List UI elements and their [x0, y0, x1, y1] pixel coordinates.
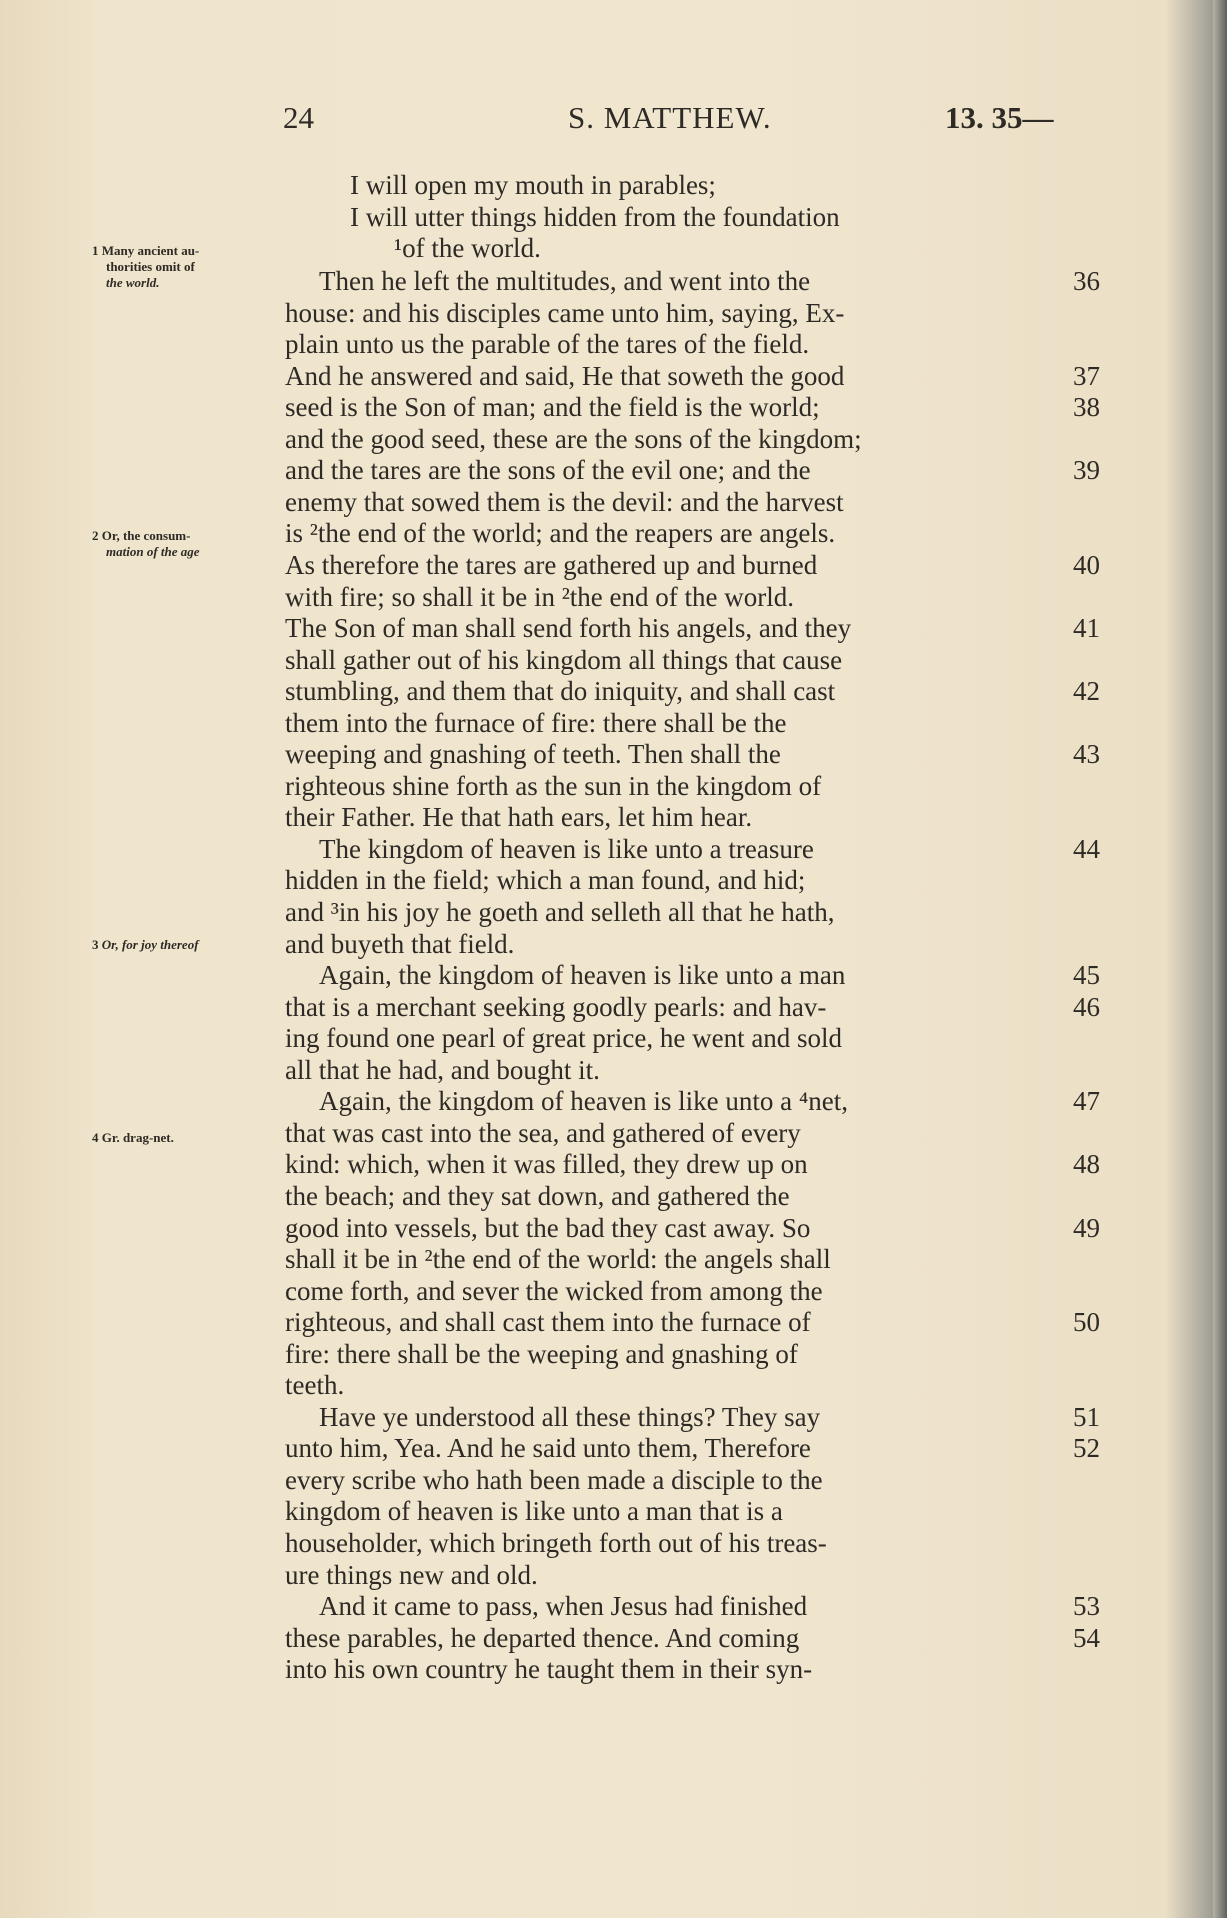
line-text: come forth, and sever the wicked from among the	[285, 1275, 823, 1306]
chapter-verse-reference: 13. 35—	[945, 100, 1054, 135]
line-text: is ²the end of the world; and the reapers are angels.	[285, 518, 836, 549]
line-text: and ³in his joy he goeth and selleth all that he hath,	[285, 897, 835, 927]
line-text: kingdom of heaven is like unto a man that is a	[285, 1496, 783, 1527]
line-text: weeping and gnashing of teeth. Then shall the	[285, 739, 781, 770]
line-text: Have ye understood all these things? They say	[319, 1401, 821, 1432]
note-text: Or, for joy thereof	[101, 937, 199, 952]
book-title: S. MATTHEW.	[568, 100, 772, 135]
note-number: 1	[92, 243, 99, 258]
line-text: that is a merchant seeking goodly pearls: and hav-	[285, 991, 827, 1022]
note-text: the world.	[106, 275, 160, 290]
line-text: seed is the Son of man; and the field is the world;	[285, 392, 820, 423]
note-text: Many ancient au-	[101, 243, 200, 258]
marginal-note-4	[92, 1130, 292, 1146]
line-text: righteous, and shall cast them into the furnace of	[285, 1307, 811, 1338]
poetry-line: I will open my mouth in parables;	[350, 170, 716, 200]
line-text: householder, which bringeth forth out of his treas-	[285, 1528, 827, 1558]
line-text: As therefore the tares are gathered up and burned	[285, 549, 818, 580]
verse-number: 36	[1073, 266, 1100, 296]
verse-number: 47	[1073, 1086, 1100, 1117]
line-text: fire: there shall be the weeping and gnashing of	[285, 1338, 798, 1369]
verse-number: 48	[1073, 1149, 1100, 1180]
line-text: shall gather out of his kingdom all things that cause	[285, 644, 843, 675]
line-text: The Son of man shall send forth his angels, and they	[285, 613, 852, 644]
line-text: with fire; so shall it be in ²the end of the world.	[285, 581, 794, 612]
line-text: that was cast into the sea, and gathered of every	[285, 1117, 801, 1148]
line-text: every scribe who hath been made a disciple to the	[285, 1464, 823, 1495]
line-text: ure things new and old.	[285, 1559, 538, 1590]
page-binding-edge	[1213, 0, 1227, 1918]
poetry-line: ¹of the world.	[394, 233, 541, 264]
line-text: Then he left the multitudes, and went into the	[319, 266, 811, 296]
marginal-note-1	[92, 243, 292, 291]
line-text: into his own country he taught them in their syn-	[285, 1654, 813, 1685]
verse-number: 46	[1073, 991, 1100, 1022]
verse-number: 49	[1073, 1212, 1100, 1243]
line-text: ing found one pearl of great price, he went and sold	[285, 1023, 843, 1054]
line-text: their Father. He that hath ears, let him hear.	[285, 802, 753, 833]
line-text: The kingdom of heaven is like unto a treasure	[319, 833, 814, 864]
line-text: enemy that sowed them is the devil: and the harvest	[285, 486, 844, 517]
line-text: stumbling, and them that do iniquity, and shall cast	[285, 676, 836, 707]
note-text: Gr. drag-net.	[101, 1130, 174, 1145]
line-text: teeth.	[285, 1370, 345, 1401]
line-text: kind: which, when it was filled, they drew up on	[285, 1149, 808, 1180]
line-text: house: and his disciples came unto him, saying, Ex-	[285, 297, 845, 328]
note-number: 4	[92, 1130, 99, 1145]
line-text: them into the furnace of fire: there shall be the	[285, 707, 787, 738]
verse-number: 45	[1073, 960, 1100, 991]
verse-number: 41	[1073, 613, 1100, 644]
line-text: Again, the kingdom of heaven is like unto a ⁴net,	[319, 1086, 849, 1117]
poetry-line: I will utter things hidden from the foundation	[350, 201, 840, 232]
line-text: and the tares are the sons of the evil one; and the	[285, 455, 811, 486]
marginal-note-3	[92, 937, 292, 953]
line-text: shall it be in ²the end of the world: the angels shall	[285, 1244, 831, 1275]
line-text: unto him, Yea. And he said unto them, Therefore	[285, 1433, 811, 1464]
verse-number: 42	[1073, 676, 1100, 707]
line-text: good into vessels, but the bad they cast away. So	[285, 1212, 811, 1243]
line-text: And it came to pass, when Jesus had finished	[319, 1591, 808, 1622]
line-text: And he answered and said, He that soweth the good	[285, 360, 845, 391]
verse-number: 37	[1073, 360, 1100, 391]
verse-number: 44	[1073, 833, 1100, 864]
line-text: hidden in the field; which a man found, and hid;	[285, 865, 806, 896]
note-number: 3	[92, 937, 99, 952]
line-text: the beach; and they sat down, and gathered the	[285, 1180, 790, 1211]
verse-number: 50	[1073, 1307, 1100, 1338]
verse-number: 51	[1073, 1401, 1100, 1432]
line-text: righteous shine forth as the sun in the kingdom of	[285, 770, 822, 801]
line-text: these parables, he departed thence. And coming	[285, 1622, 800, 1653]
verse-number: 54	[1073, 1622, 1100, 1653]
line-text: and buyeth that field.	[285, 928, 515, 959]
verse-number: 43	[1073, 739, 1100, 770]
line-text: all that he had, and bought it.	[285, 1054, 600, 1085]
note-text: mation of the age	[106, 544, 200, 559]
running-header	[0, 100, 1227, 140]
verse-number: 52	[1073, 1433, 1100, 1464]
verse-number: 40	[1073, 549, 1100, 580]
note-number: 2	[92, 528, 99, 543]
verse-number: 39	[1073, 455, 1100, 486]
line-text: and the good seed, these are the sons of the kingdom;	[285, 423, 862, 454]
note-text: Or, the consum-	[101, 528, 191, 543]
note-text: thorities omit of	[106, 259, 195, 274]
poetry-quotation	[350, 170, 840, 265]
verse-number: 38	[1073, 392, 1100, 423]
line-text: plain unto us the parable of the tares of the field.	[285, 329, 810, 360]
verse-number: 53	[1073, 1591, 1100, 1622]
page-number: 24	[283, 100, 314, 135]
line-text: Again, the kingdom of heaven is like unto a man	[319, 960, 846, 991]
marginal-note-2	[92, 528, 292, 560]
